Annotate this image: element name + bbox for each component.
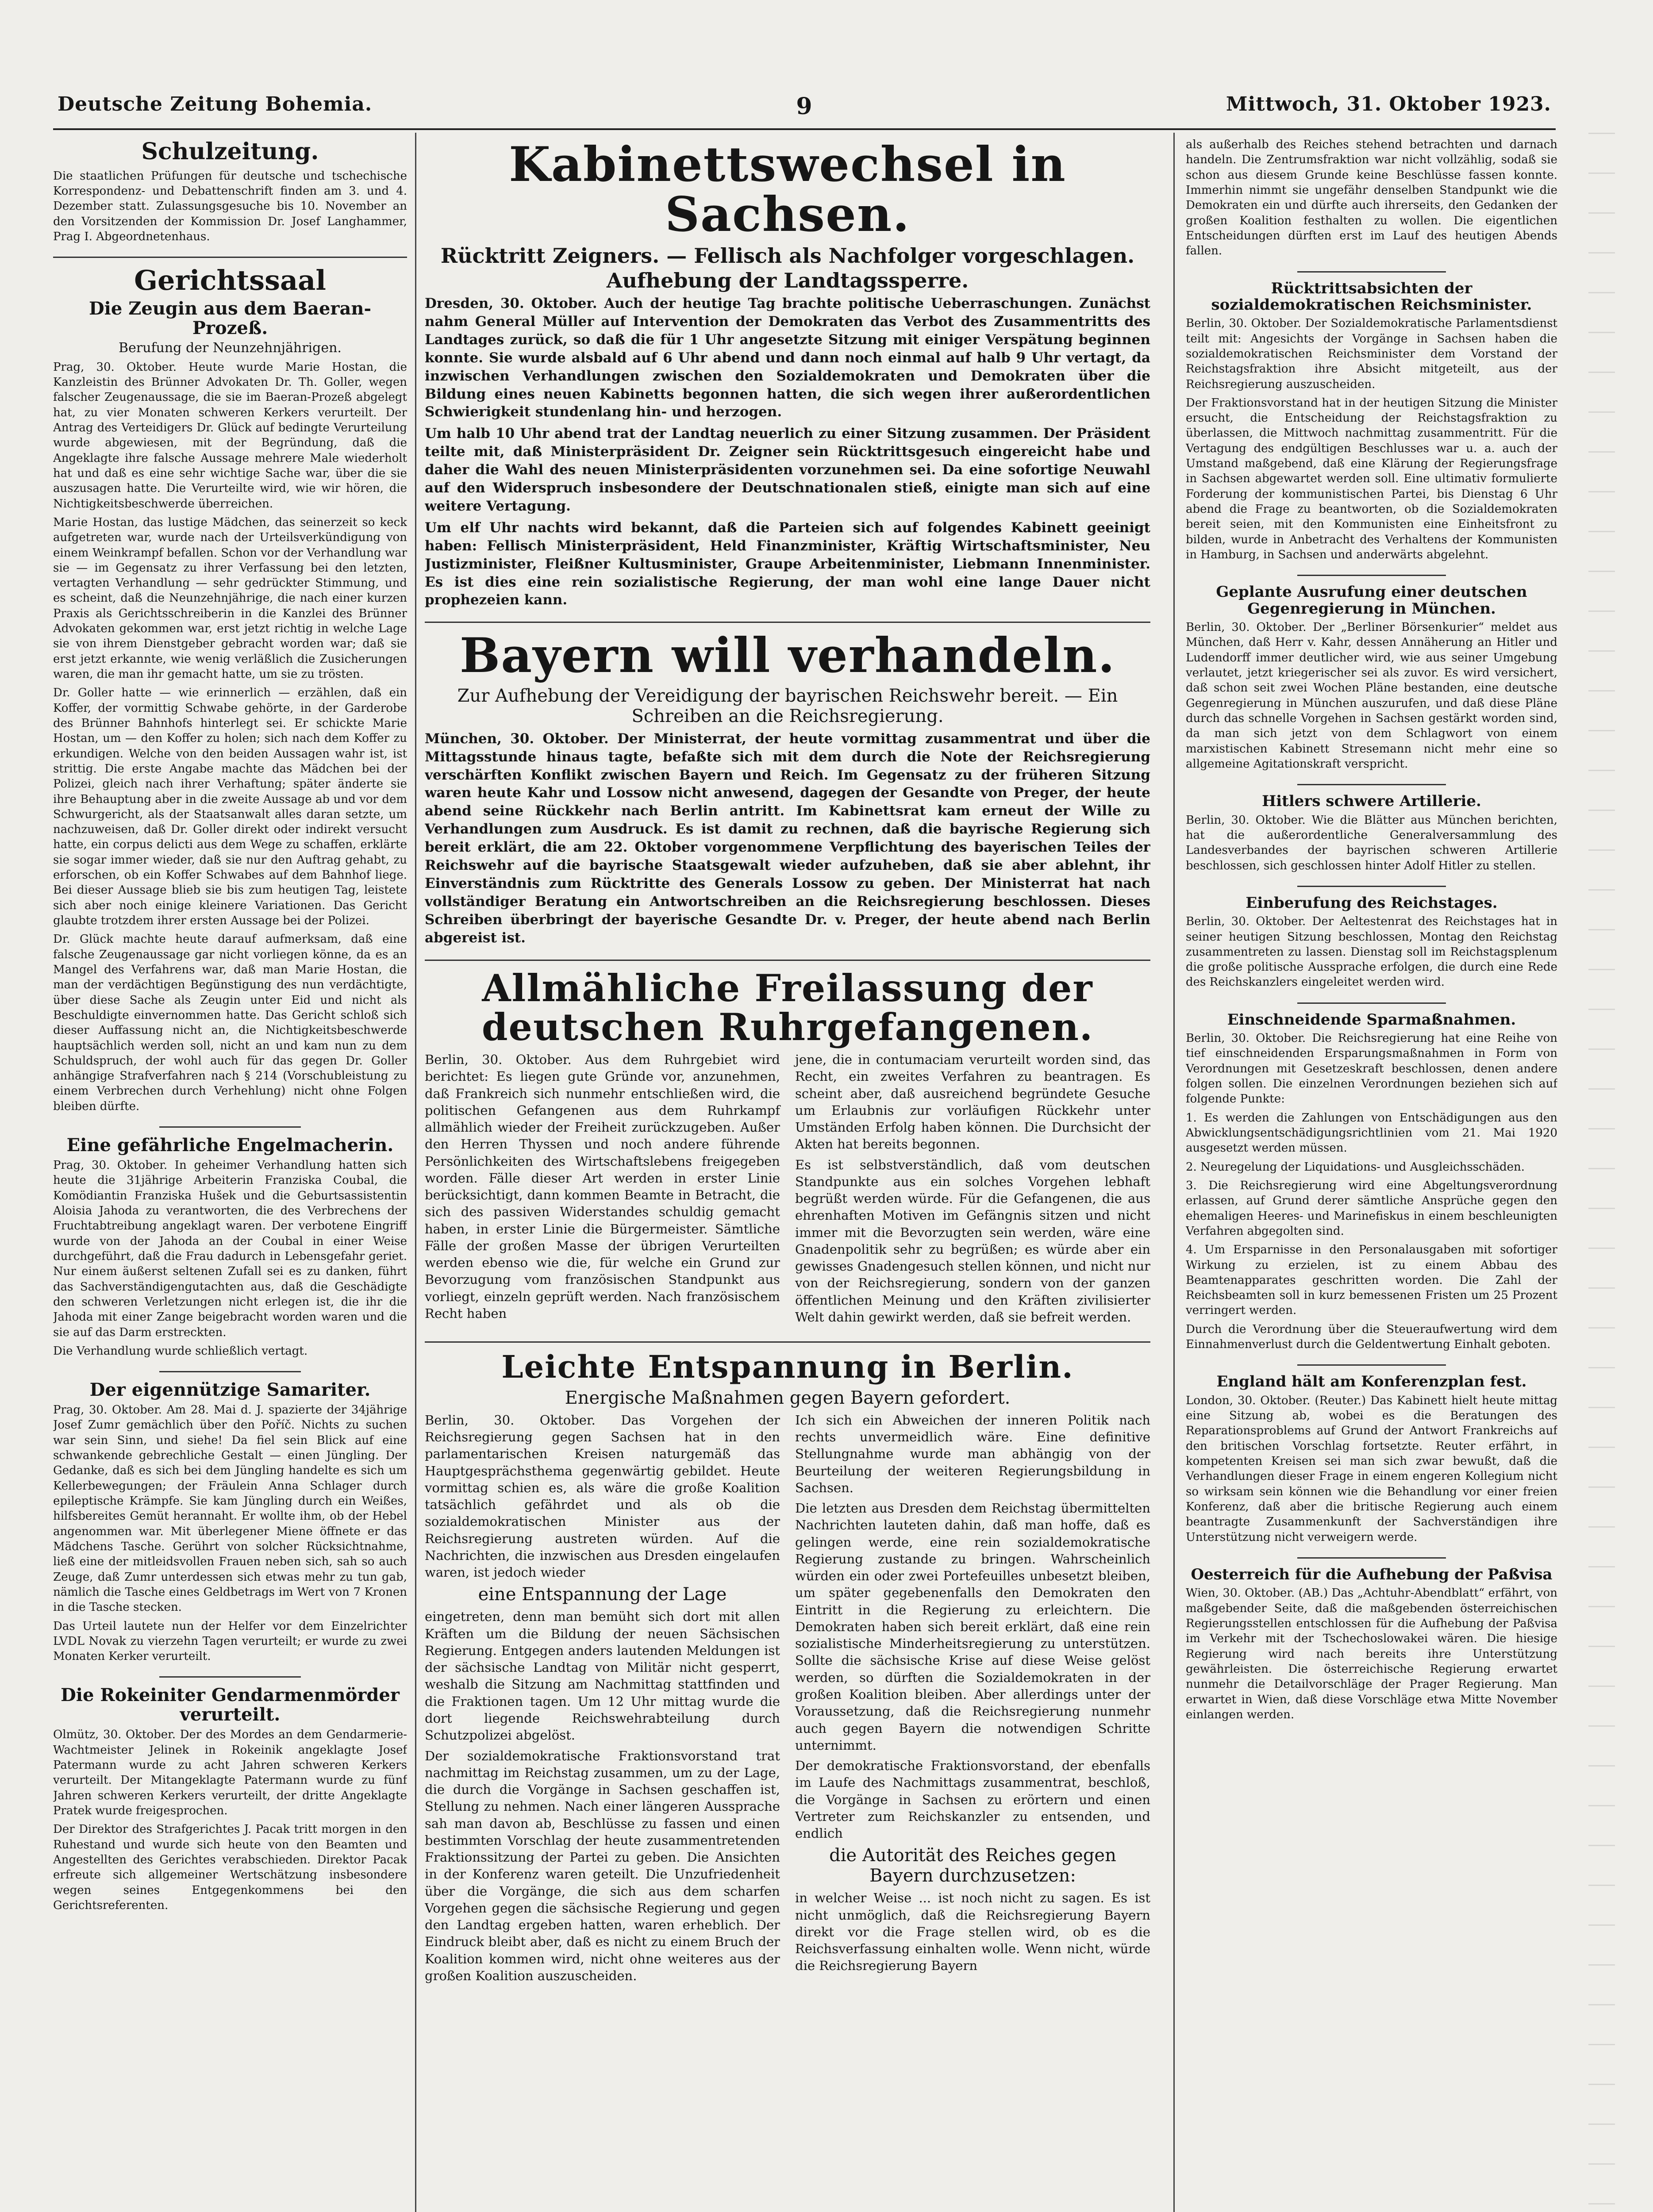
divider [53,257,407,258]
article-subhead: Zur Aufhebung der Vereidigung der bayrischen Reichswehr bereit. — Ein Schreiben an die Reichsregierung. [457,685,1118,726]
article-paragraph: Dr. Glück machte heute darauf aufmerksam, daß eine falsche Zeugenaussage gar nicht vorliegen könne, da es an Mangel des Verfahrens war, daß man Marie Hostan, die man der verdächtigen Begünstigung des nun verdächtigte, über diese Sache als Zeugin unter Eid und nicht als Beschuldigte einvernommen hatte. Das Gericht schloß sich dieser Auffassung nicht an, die Nichtigkeitsbeschwerde hauptsächlich werden soll, nicht an und kam nun zu dem Schuldspruch, der wohl auch für das gegen Dr. Goller anhängige Strafverfahren nach § 214 (Vorschubleistung zu einem Verbrechen durch Verhehlung) nicht ohne Folgen bleiben dürfte. [53,933,407,1113]
page-number: 9 [796,93,813,120]
article-sachsen [425,137,1150,609]
article-paragraph: 3. Die Reichsregierung wird eine Abgeltungsverordnung erlassen, auf Grund derer sämtliche Ansprüche gegen den ehemaligen Heeres- und Marinefiskus in einem beschleunigten Verfahren abgegolten sind. [1186,1179,1557,1238]
divider [1297,886,1446,887]
article-paragraph: Berlin, 30. Oktober. Der Sozialdemokratische Parlamentsdienst teilt mit: Angesichts der Vorgänge in Sachsen haben die sozialdemokratischen Reichsminister dem Vorstand der Reichstagsfraktion ihre Absicht mitgeteilt, aus der Reichsregierung auszuscheiden. [1186,317,1557,391]
divider [1297,271,1446,273]
article-paragraph: Berlin, 30. Oktober. Aus dem Ruhrgebiet wird berichtet: Es liegen gute Gründe vor, anzunehmen, daß Frankreich sich nunmehr entschließen wird, die politischen Gefangenen aus dem Ruhrkampf allmählich wieder der Freiheit zurückzugeben. Außer den Herren Thyssen und noch andere führende Persönlichkeiten des Wirtschaftslebens freigegeben worden. Fälle dieser Art werden in erster Linie berücksichtigt, dann kommen Beamte in Betracht, die sich des passiven Widerstandes schuldig gemacht haben, in erster Linie die Bürgermeister. Sämtliche Fälle der großen Masse der übrigen Verurteilten werden ebenso wie die, für welche ein Grund zur Bevorzugung vom französischen Standpunkt aus vorliegt, einzeln geprüft werden. Nach französischem Recht haben [425,1052,780,1321]
divider [1297,1364,1446,1366]
article-paragraph: Dr. Goller hatte — wie erinnerlich — erzählen, daß ein Koffer, der vormittig Schwabe gehörte, in der Garderobe des Brünner Bahnhofs hinterlegt sei. Er schickte Marie Hostan, um — den Koffer zu holen; sich nach dem Koffer zu erkundigen. Welche von den beiden Aussagen wahr ist, ist strittig. Die erste Angabe machte das Mädchen bei der Polizei, gleich nach ihrer Verhaftung; später änderte sie ihre Behauptung aber in die zweite Aussage ab und vor dem Schwurgericht, als der Staatsanwalt alles daran setzte, um nachzuweisen, daß Dr. Goller direkt oder indirekt versucht hatte, ein corpus delicti aus dem Wege zu schaffen, erklärte sie sogar immer wieder, daß sie nur den Auftrag gehabt, zu erforschen, ob ein Koffer Schwabes auf dem Bahnhof liege. Bei dieser Aussage blieb sie bis zum heutigen Tag, leistete sich aber noch einige kleinere Variationen. Das Gericht glaubte trotzdem ihrer ersten Aussage bei der Polizei. [53,686,407,927]
column-divider [1173,133,1175,2212]
article-paragraph: Berlin, 30. Oktober. Der „Berliner Börsenkurier“ meldet aus München, daß Herr v. Kahr, dessen Annäherung an Hitler und Ludendorff immer deutlicher wird, wie aus seiner Umgebung verlautet, jetzt kriegerischer sei als zuvor. Es wird versichert, daß schon seit zwei Wochen Pläne bestanden, eine deutsche Gegenregierung in München auszurufen, und daß diese Pläne durch das schnelle Vorgehen in Sachsen gestärkt worden sind, da man sich jetzt von dem Schlagwort von einem marxistischen Kabinett Stresemann nicht mehr eine so allgemeine Agitationskraft verspricht. [1186,621,1557,771]
article-headline: Eine gefährliche Engelmacherin. [66,1135,394,1156]
divider [425,622,1150,623]
article-headline: Oesterreich für die Aufhebung der Paßvisa [1191,1565,1553,1583]
article-gerichtssaal [53,266,407,1114]
article-paragraph: London, 30. Oktober. (Reuter.) Das Kabinett hielt heute mittag eine Sitzung ab, wobei es die Beratungen des Reparationsproblems auf Grund der Antwort Frankreichs auf den britischen Vorschlag fortsetzte. Reuter erfährt, in kompetenten Kreisen sei man sich zwar bewußt, daß die Verhandlungen dieser Frage in einem engeren Kollegium nicht so wirksam sein können wie die Behandlung vor einer freien Konferenz, daß aber die britische Regierung auch einem beantragte Zusammenkunft der Sachverständigen ihre Unterstützung nicht verweigern werde. [1186,1394,1557,1544]
article-hitler [1186,793,1557,873]
text-column [795,1051,1150,1329]
main-headline: Bayern will verhandeln. [459,628,1116,684]
article-england [1186,1374,1557,1545]
scan-margin [1588,133,1615,2212]
column-divider [415,133,416,2212]
text-column [425,1412,780,1988]
column-left [53,137,407,2212]
article-headline: England hält am Konferenzplan fest. [1216,1373,1527,1391]
article-headline: Einschneidende Sparmaßnahmen. [1227,1010,1516,1029]
main-headline: Leichte Entspannung in Berlin. [501,1348,1074,1386]
article-paragraph: Wien, 30. Oktober. (AB.) Das „Achtuhr-Abendblatt“ erfährt, von maßgebender Seite, daß die maßgebenden österreichischen Regierungsstellen entschlossen für die Aufhebung der Paßvisa im Verkehr mit der Tschechoslowakei wären. Die hiesige Regierung wird nach bereits ihre Unterstützung gewährleisten. Die österreichische Regierung erwartet nunmehr die Detailvorschläge der Prager Regierung. Man erwartet in Wien, daß diese Vorschläge etwa Mitte November einlangen werden. [1186,1586,1557,1721]
article-paragraph: Berlin, 30. Oktober. Die Reichsregierung hat eine Reihe von tief einschneidenden Ersparungsmaßnahmen in Form von Verordnungen mit Gesetzeskraft beschlossen, denen andere folgen sollen. Die einzelnen Verordnungen beziehen sich auf folgende Punkte: [1186,1032,1557,1106]
article-paragraph: Berlin, 30. Oktober. Wie die Blätter aus München berichten, hat die außerordentliche Generalversammlung des Landesverbandes der bayrischen schweren Artillerie beschlossen, sich geschlossen hinter Adolf Hitler zu stellen. [1186,813,1557,872]
main-headline: Allmähliche Freilassung der deutschen Ruhrgefangenen. [481,966,1094,1049]
article-headline: Die Rokeiniter Gendarmenmörder verurteilt. [61,1685,400,1725]
article-headline: Hitlers schwere Artillerie. [1262,792,1481,810]
article-subhead: Berufung der Neunzehnjährigen. [119,340,342,356]
article-paragraph: Olmütz, 30. Oktober. Der des Mordes an dem Gendarmerie-Wachtmeister Jelinek in Rokeinik angeklagte Josef Patermann wurde zu acht Jahren schweren Kerkers verurteilt. Der Mitangeklagte Patermann wurde zu fünf Jahren schweren Kerkers verurteilt, der dritte Angeklagte Pratek wurde freigesprochen. [53,1728,407,1817]
section-title: Schulzeitung. [141,138,319,165]
article-paragraph: jene, die in contumaciam verurteilt worden sind, das Recht, ein zweites Verfahren zu beantragen. Es scheint aber, daß ausreichend begründete Gesuche um Erlaubnis zur vorläufigen Rückkehr unter Umständen Erfolg haben können. Die Durchsicht der Akten hat bereits begonnen. [795,1052,1150,1152]
divider [1297,1002,1446,1004]
article-oesterreich [1186,1567,1557,1722]
article-paragraph: Der Fraktionsvorstand hat in der heutigen Sitzung die Minister ersucht, die Entscheidung der Reichstagsfraktion zu überlassen, die Mittwoch nachmittag zusammentritt. Für die Vertagung des endgültigen Beschlusses war u. a. auch der Umstand maßgebend, daß eine Klärung der Regierungsfrage in Sachsen abgewartet werden soll. Eine ultimativ formulierte Forderung der kommunistischen Partei, bis Dienstag 6 Uhr abend die Frage zu beantworten, ob die Sozialdemokraten bereit seien, mit den Kommunisten eine Einheitsfront zu bilden, wurde in Anbetracht des Verhaltens der Kommunisten in Hamburg, in Sachsen und anderwärts abgelehnt. [1186,396,1557,561]
article-subhead: Energische Maßnahmen gegen Bayern gefordert. [565,1387,1011,1408]
article-text: Die staatlichen Prüfungen für deutsche und tschechische Korrespondenz- und Debattenschrift finden am 3. und 4. Dezember statt. Zulassungsgesuche bis 10. November an den Vorsitzenden der Kommission Dr. Josef Langhammer, Prag I. Abgeordnetenhaus. [53,169,407,243]
article-paragraph: Es ist selbstverständlich, daß vom deutschen Standpunkte aus ein solches Vorgehen lebhaft begrüßt werden würde. Für die Gefangenen, die aus ehrenhaften Motiven im Gefängnis sitzen und nicht immer mit die Bevorzugten sein werden, wäre eine Gnadenpolitik sehr zu begrüßen; es würde aber ein gewisses Gnadengesuch stellen können, und nicht nur von der Reichsregierung, sondern von der ganzen öffentlichen Meinung und den Kräften zivilisierter Welt dahin gewirkt werden, daß sie befreit werden. [795,1157,1150,1325]
article-paragraph: Prag, 30. Oktober. Am 28. Mai d. J. spazierte der 34jährige Josef Zumr gemächlich über den Poříč. Nichts zu suchen war sein Sinn, und siehe! Da fiel sein Blick auf eine schwankende gebrechliche Gestalt — einen Jüngling. Der Gedanke, daß es sich bei dem Jüngling handelte es sich um Kellerbewegungen; der Fräulein Anna Schlager durch epileptische Krämpfe. Sie kam Jüngling durch ein Weißes, hilfsbereites Gemüt herannaht. Er wollte ihm, ob der Hebel angenommen war. Mit überlegener Miene öffnete er das Mädchens Tasche. Gerührt von solcher Rücksichtnahme, ließ eine der mitleidsvollen Frauen neben sich, sah so auch Zeuge, daß Zumr unterdessen sich etwas mehr zu tun gab, nämlich die Tasche eines Geldbetrags im Wert von 7 Kronen in die Tasche stecken. [53,1403,407,1614]
article-paragraph: 2. Neuregelung der Liquidations- und Ausgleichsschäden. [1186,1160,1525,1174]
divider [1297,1557,1446,1559]
article-paragraph: Dresden, 30. Oktober. Auch der heutige Tag brachte politische Ueberraschungen. Zunächst nahm General Müller auf Intervention der Demokraten das Verbot des Zusammentritts des Landtages zurück, so daß die für 1 Uhr angesetzte Sitzung mit einiger Verspätung beginnen konnte. Sie wurde alsbald auf 6 Uhr abend und dann noch einmal auf halb 9 Uhr vertagt, da inzwischen Verhandlungen zwischen den Sozialdemokraten und Demokraten über die Bildung eines neuen Kabinetts begonnen hatten, die sich wegen ihrer außerordentlichen Schwierigkeit stundenlang hin- und herzogen. [425,295,1150,420]
article-headline: Die Zeugin aus dem Baeran-Prozeß. [88,298,372,339]
article-paragraph: Marie Hostan, das lustige Mädchen, das seinerzeit so keck aufgetreten war, wurde nach der Urteilsverkündigung von einem Weinkrampf befallen. Schon vor der Verhandlung war sie — im Gegensatz zu ihrer Verfassung bei den letzten, vertagten Verhandlung — sehr gedrückter Stimmung, und es scheint, daß die Neunzehnjährige, die nach einer kurzen Praxis als Gerichtsschreiberin in die Kanzlei des Brünner Advokaten gekommen war, erst jetzt richtig in welche Lage sie von ihrem Dienstgeber gebracht worden war; daß sie erst jetzt erkannte, wie wenig verläßlich die Zusicherungen waren, die man ihr gemacht hatte, um sie zu trösten. [53,515,407,681]
inline-subhead: eine Entspannung der Lage [478,1584,727,1605]
article-paragraph: eingetreten, denn man bemüht sich dort mit allen Kräften um die Bildung der neuen Sächsischen Regierung. Entgegen anders lautenden Meldungen ist der sächsische Landtag von Militär nicht gesperrt, weshalb die Sitzung am Nachmittag stattfinden und die Fraktionen tagen. Um 12 Uhr mittag wurde die dort liegende Reichswehrabteilung durch Schutzpolizei abgelöst. [425,1609,780,1743]
article-schulzeitung [53,140,407,244]
article-subhead: Rücktritt Zeigners. — Fellisch als Nachfolger vorgeschlagen. [440,243,1135,268]
divider [1297,784,1446,785]
article-headline: Rücktrittsabsichten der sozialdemokratischen Reichsminister. [1211,279,1532,314]
divider [159,1371,301,1372]
article-paragraph: Prag, 30. Oktober. Heute wurde Marie Hostan, die Kanzleistin des Brünner Advokaten Dr. Th. Goller, wegen falscher Zeugenaussage, die sie im Baeran-Prozeß abgelegt hat, zu vier Monaten schweren Kerkers verurteilt. Der Antrag des Verteidigers Dr. Glück auf bedingte Verurteilung wurde abgewiesen, mit der Begründung, daß die Angeklagte ihre falsche Aussage mehrere Male wiederholt hat und daß es eine sehr wichtige Sache war, über die sie auszusagen hatte. Die Verurteilte wird, wie wir hören, die Nichtigkeitsbeschwerde überreichen. [53,360,407,511]
article-paragraph: München, 30. Oktober. Der Ministerrat, der heute vormittag zusammentrat und über die Mittagsstunde hinaus tagte, befaßte sich mit dem durch die Note der Reichsregierung verschärften Konflikt zwischen Bayern und Reich. Im Gegensatz zu der früheren Sitzung waren heute Kahr und Lossow nicht anwesend, dagegen der Gesandte von Preger, der heute abend seine Rückkehr nach Berlin antritt. Im Kabinettsrat kam erneut der Wille zu Verhandlungen zum Ausdruck. Es ist damit zu rechnen, daß die bayrische Regierung sich bereit erklärt, die am 22. Oktober vorgenommene Verpflichtung des bayerischen Teiles der Reichswehr auf die bayrische Staatsgewalt wieder aufzuheben, daß sie aber ablehnt, ihr Einverständnis zum Rücktritte des Generals Lossow zu geben. Der Ministerrat hat nach vollständiger Beratung ein Antwortschreiben an die Reichsregierung beschlossen. Dieses Schreiben überbringt der bayerische Gesandte Dr. v. Preger, der heute abend nach Berlin abgereist ist. [425,730,1150,946]
article-headline: Der eigennützige Samariter. [89,1379,371,1401]
newspaper-name: Deutsche Zeitung Bohemia. [58,93,373,115]
article-spar [1186,1012,1557,1352]
article-paragraph: Um halb 10 Uhr abend trat der Landtag neuerlich zu einer Sitzung zusammen. Der Präsident teilte mit, daß Ministerpräsident Dr. Zeigner sein Rücktrittsgesuch eingereicht habe und daher die Wahl des neuen Ministerpräsidenten vorzunehmen sei. Da eine sofortige Neuwahl auf den Widerspruch insbesondere der Deutschnationalen stieß, einigte man sich auf eine weitere Vertagung. [425,426,1150,514]
text-column [795,1412,1150,1988]
article-ruecktritt [1186,280,1557,563]
article-paragraph: Ich sich ein Abweichen der inneren Politik nach rechts unvermeidlich wäre. Eine definitive Stellungnahme wurde man abhängig von der Beurteilung der weiteren Regierungsbildung in Sachsen. [795,1412,1150,1495]
article-paragraph: Prag, 30. Oktober. In geheimer Verhandlung hatten sich heute die 31jährige Arbeiterin Franziska Coubal, die Komödiantin Franziska Hušek und die Geburtsassistentin Aloisia Jahoda zu verantworten, die des Verbrechens der Fruchtabtreibung angeklagt waren. Der verbotene Eingriff wurde von der Jahoda an der Coubal in einer Weise durchgeführt, daß die Frau dadurch in Lebensgefahr geriet. Nur einem äußerst seltenen Zufall sei es zu danken, führt das Sachverständigengutachten aus, daß die Geschädigte den schweren Verletzungen nicht erlegen ist, die ihr die Jahoda mit einer Zange beigebracht worden waren und die sie auf das Darm erstreckten. [53,1159,407,1339]
main-headline: Kabinettswechsel in Sachsen. [509,137,1066,243]
header-rule [53,128,1556,130]
article-headline: Geplante Ausrufung einer deutschen Gegenregierung in München. [1216,583,1527,618]
article-paragraph: Durch die Verordnung über die Steueraufwertung wird dem Einnahmenverlust durch die Geldentwertung Einhalt geboten. [1186,1322,1557,1352]
inline-subhead: die Autorität des Reiches gegen Bayern durchzusetzen: [829,1845,1116,1886]
article-paragraph: Um elf Uhr nachts wird bekannt, daß die Parteien sich auf folgendes Kabinett geeinigt haben: Fellisch Ministerpräsident, Held Finanzminister, Kräftig Wirtschaftsminister, Neu Justizminister, Fleißner Kultusminister, Graupe Arbeitenminister, Liebmann Innenminister. Es ist dies eine rein sozialistische Regierung, der man wohl eine lange Dauer nicht prophezeien kann. [425,519,1150,608]
divider [425,960,1150,961]
article-muenchen [1186,584,1557,772]
two-column-text [425,1412,1150,1988]
article-paragraph: Berlin, 30. Oktober. Der Aeltestenrat des Reichstages hat in seiner heutigen Sitzung beschlossen, Montag den Reichstag zusammentreten zu lassen. Dienstag soll im Reichstagsplenum die große politische Aussprache erfolgen, die durch eine Rede des Reichskanzlers eingeleitet werden wird. [1186,915,1557,989]
article-berlin [425,1348,1150,1988]
article-paragraph: Die letzten aus Dresden dem Reichstag übermittelten Nachrichten lauteten dahin, daß man hoffe, daß es gelingen werde, eine rein sozialdemokratische Regierung zustande zu bringen. Wahrscheinlich würden ein oder zwei Portefeuilles unbesetzt bleiben, um später gegebenenfalls den Demokraten den Eintritt in die Regierung zu erleichtern. Die Demokraten haben sich bereit erklärt, daß eine rein sozialistische Minderheitsregierung zu unterstützen. Sollte die sächsische Krise auf diese Weise gelöst werden, so dürften die Sozialdemokraten in der großen Koalition bleiben. Aber allerdings unter der Voraussetzung, daß die Reichsregierung nunmehr auch gegen Bayern die notwendigen Schritte unternimmt. [795,1501,1150,1753]
article-paragraph: 4. Um Ersparnisse in den Personalausgaben mit sofortiger Wirkung zu erzielen, ist zu einem Abbau des Beamtenapparates geschritten worden. Die Zahl der Reichsbeamten soll in kurz bemessenen Fristen um 25 Prozent verringert werden. [1186,1243,1557,1317]
article-bayern [425,628,1150,947]
article-continuation [1186,137,1557,259]
article-subhead: Aufhebung der Landtagssperre. [606,269,969,293]
divider [425,1341,1150,1343]
column-right [1186,137,1557,2212]
article-paragraph: Der demokratische Fraktionsvorstand, der ebenfalls im Laufe des Nachmittags zusammentrat, beschloß, die Vorgänge in Sachsen zu erörtern und einen Vertreter zum Reichskanzler zu entsenden, und endlich [795,1758,1150,1841]
article-paragraph: Berlin, 30. Oktober. Das Vorgehen der Reichsregierung gegen Sachsen hat in den parlamentarischen Kreisen naturgemäß das Hauptgesprächsthema gegenwärtig gebildet. Heute vormittag schien es, als wäre die große Koalition tatsächlich gefährdet und als ob die sozialdemokratischen Minister aus der Reichsregierung austreten würden. Auf die Nachrichten, die inzwischen aus Dresden eingelaufen waren, ist jedoch wieder [425,1412,780,1580]
article-paragraph: Der Direktor des Strafgerichtes J. Pacak tritt morgen in den Ruhestand und wurde sich heute von den Beamten und Angestellten des Gerichtes verabschieden. Direktor Pacak erfreute sich allgemeiner Wertschätzung insbesondere wegen seines Entgegenkommens bei den Gerichtsreferenten. [53,1823,407,1912]
divider [159,1676,301,1678]
text-column [425,1051,780,1329]
article-paragraph: in welcher Weise ... ist noch nicht zu sagen. Es ist nicht unmöglich, daß die Reichsregierung Bayern direkt vor die Frage stellen wird, ob es die Reichsverfassung einhalten wolle. Wenn nicht, würde die Reichsregierung Bayern [795,1890,1150,1974]
divider [159,1126,301,1128]
article-paragraph: Die Verhandlung wurde schließlich vertagt. [53,1344,308,1358]
article-headline: Einberufung des Reichstages. [1246,894,1498,912]
article-gendarmenmoerder [53,1686,407,1913]
article-paragraph: Der sozialdemokratische Fraktionsvorstand trat nachmittag im Reichstag zusammen, um zu der Lage, die durch die Vorgänge in Sachsen geschaffen ist, Stellung zu nehmen. Nach einer längeren Aussprache sah man davon ab, Beschlüsse zu fassen und einen bestimmten Vorschlag der heute zusammentretenden Fraktionssitzung der Partei zu geben. Die Ansichten in der Konferenz waren geteilt. Die Unzufriedenheit über die Vorgänge, die sich aus dem scharfen Vorgehen gegen die sächsische Regierung und gegen den Landtag ergeben hatten, waren erheblich. Der Eindruck bleibt aber, daß es nicht zu einem Bruch der Koalition kommen wird, nicht ohne weiteres aus der großen Koalition auszuscheiden. [425,1748,780,1983]
article-samariter [53,1380,407,1664]
article-engelmacherin [53,1136,407,1359]
article-reichstag [1186,895,1557,990]
article-paragraph: Das Urteil lautete nun der Helfer vor dem Einzelrichter LVDL Novak zu vierzehn Tagen verurteilt; er wurde zu zwei Monaten Kerker verurteilt. [53,1619,407,1663]
two-column-text [425,1051,1150,1329]
masthead [58,93,1551,124]
issue-date: Mittwoch, 31. Oktober 1923. [1226,93,1551,115]
article-paragraph: als außerhalb des Reiches stehend betrachten und darnach handeln. Die Zentrumsfraktion war nicht vollzählig, sodaß sie schon aus diesem Grunde keine Beschlüsse fassen konnte. Immerhin nimmt sie ungefähr denselben Standpunkt wie die Demokraten ein und dürfte auch ihrerseits, den Gedanken der großen Koalition festhalten zu wollen. Die eigentlichen Entscheidungen dürften erst im Lauf des heutigen Abends fallen. [1186,138,1557,258]
divider [1297,575,1446,576]
article-ruhr [425,966,1150,1329]
column-center [425,137,1150,2212]
section-title: Gerichtssaal [134,264,326,297]
article-paragraph: 1. Es werden die Zahlungen von Entschädigungen aus den Abwicklungsentschädigungsrichtlinien vom 21. Mai 1920 ausgesetzt werden müssen. [1186,1111,1557,1155]
